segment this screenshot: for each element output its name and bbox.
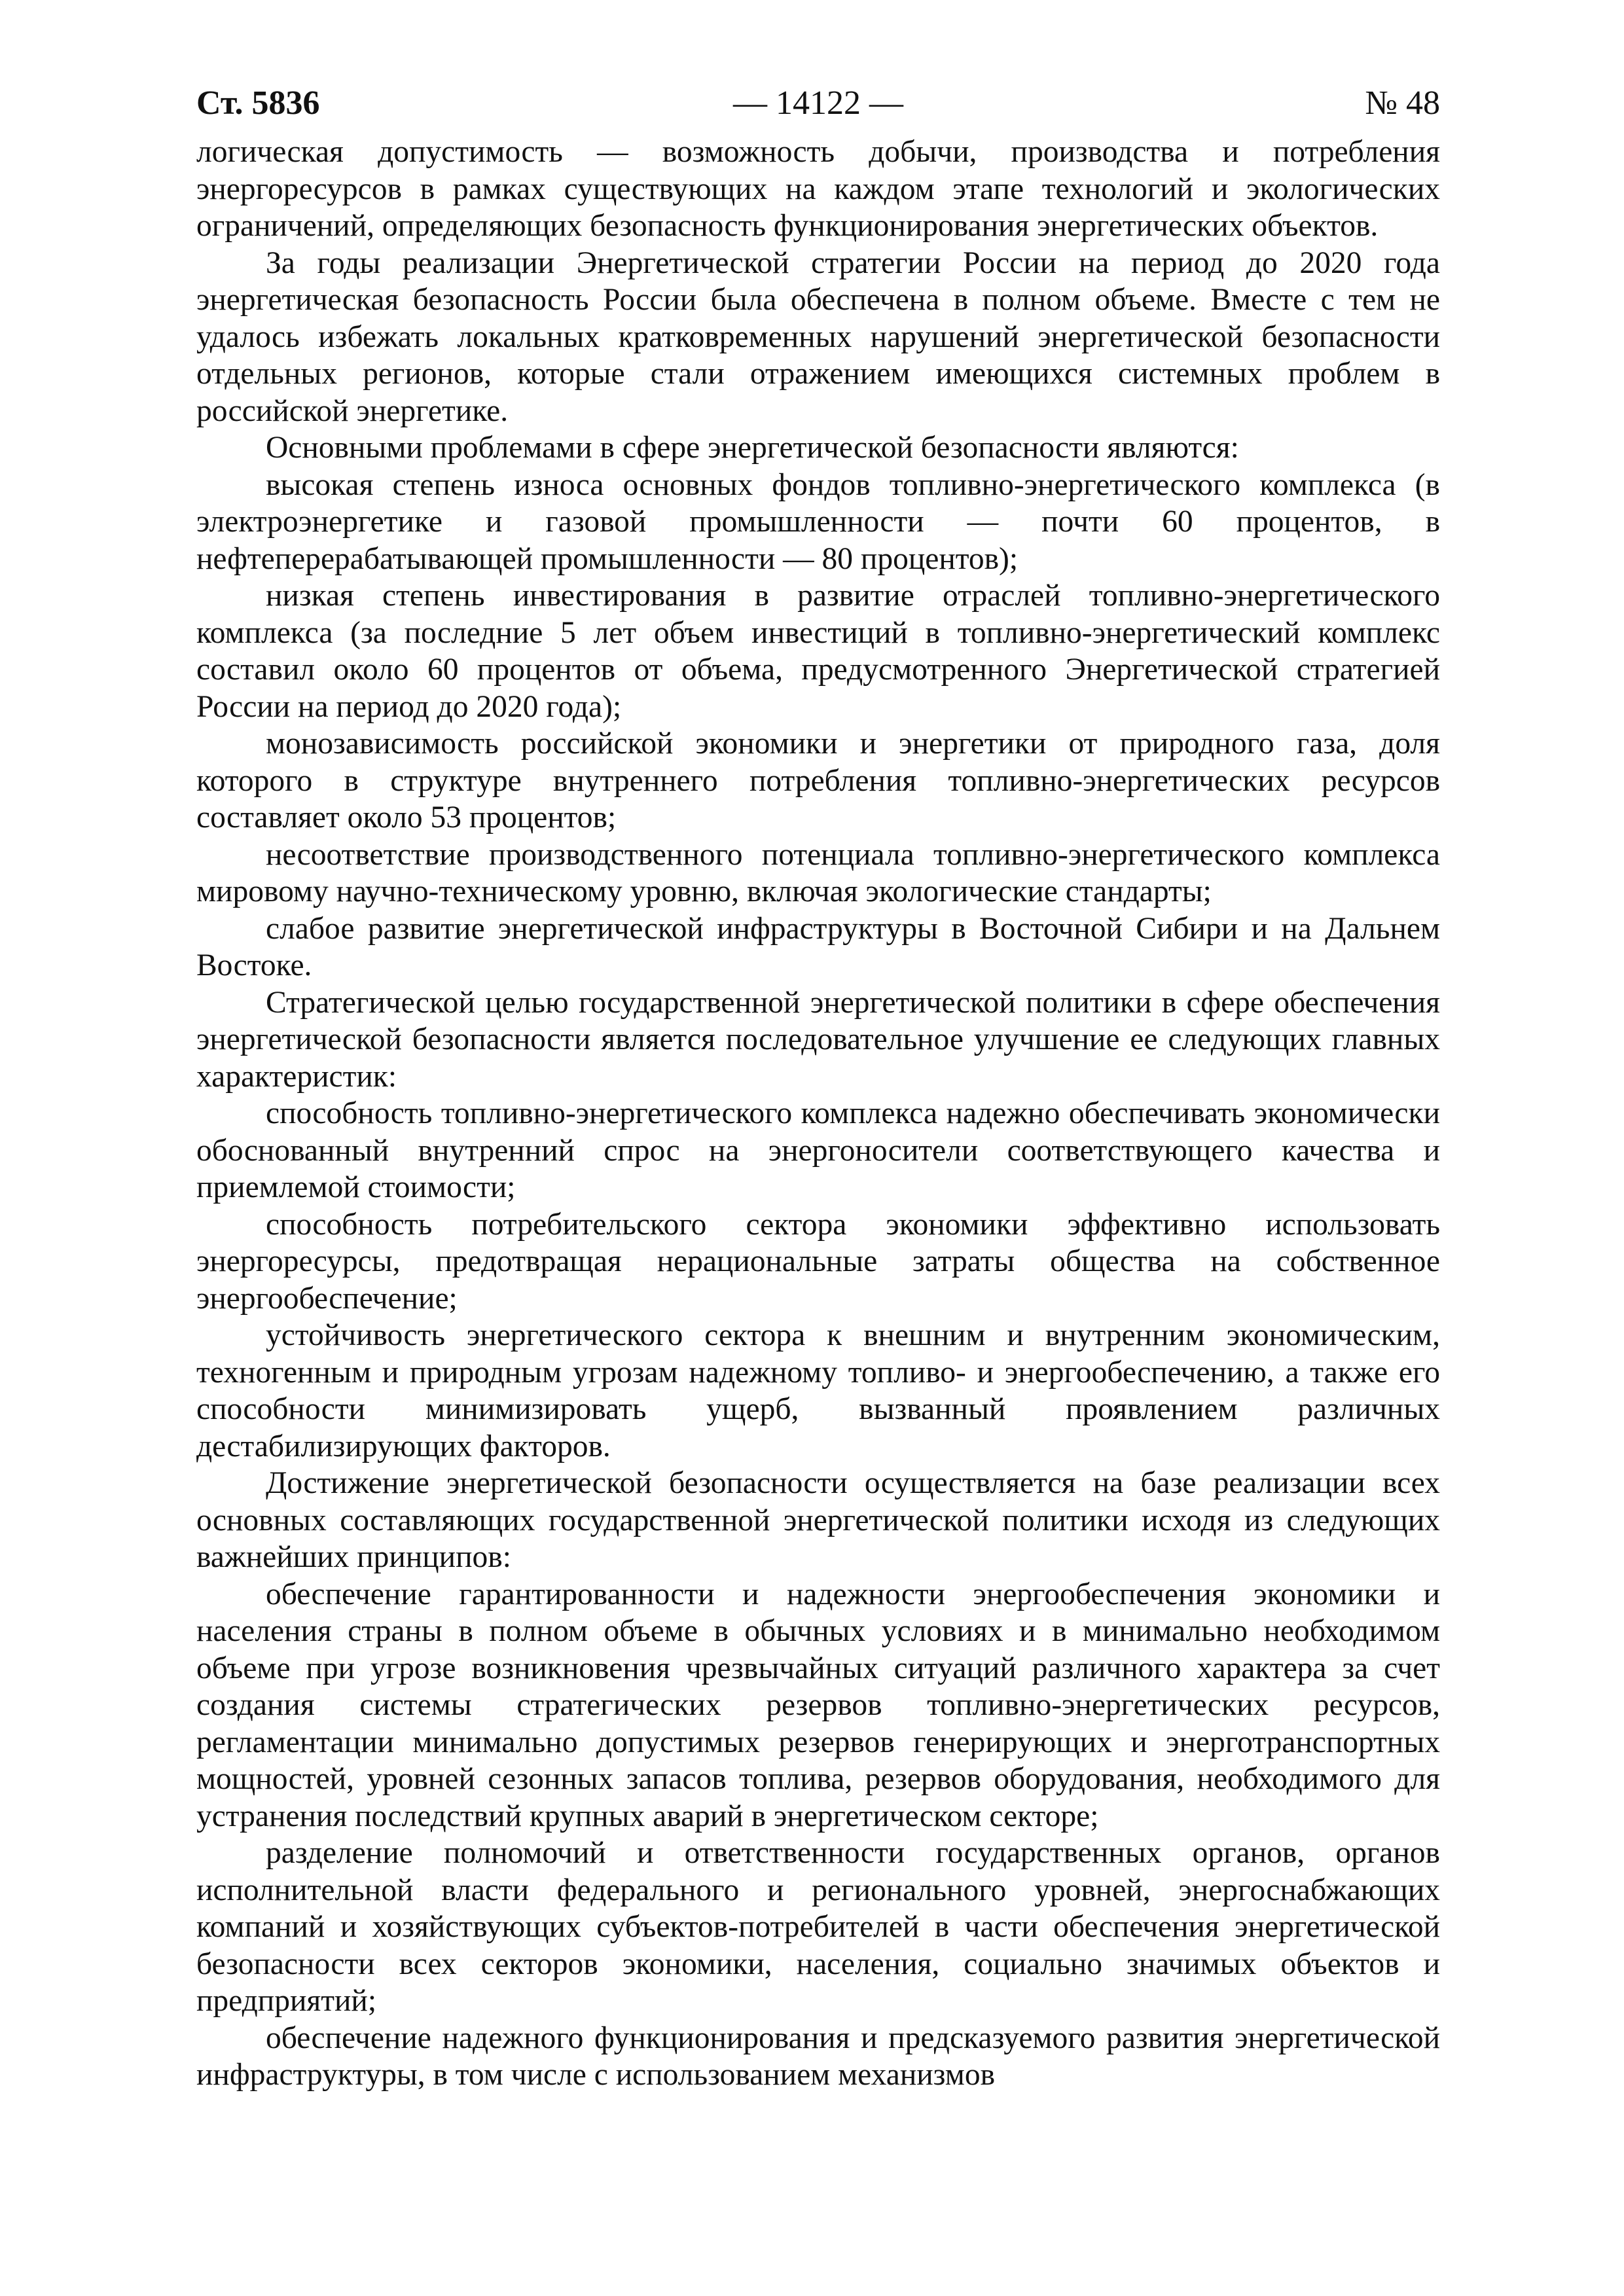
list-item: обеспечение гарантированности и надежности энергообеспечения экономики и населения страны в полном объеме в обычных условиях и в минимально необходимом объеме при угрозе возникновения чрезвычайных ситуаций различного характера за счет создания системы стратегических резервов топливно-энергетических ресурсов, регламентации минимально допустимых резервов генерирующих и энерготранспортных мощностей, уровней сезонных запасов топлива, резервов оборудования, необходимого для устранения последствий крупных аварий в энергетическом секторе; (196, 1577, 1440, 1833)
list-item: низкая степень инвестирования в развитие отраслей топливно-энергетического комплекса (за последние 5 лет объем инвестиций в топливно-энергетический комплекс составил около 60 процентов от объема, предусмотренного Энергетической стратегией России на период до 2020 года); (196, 579, 1440, 724)
list-item: несоответствие производственного потенциала топливно-энергетического комплекса мировому научно-техническому уровню, включая экологические стандарты; (196, 837, 1440, 908)
document-page (196, 77, 1440, 2094)
paragraph: Основными проблемами в сфере энергетической безопасности являются: (266, 431, 1239, 465)
page-number: — 14122 — (733, 84, 903, 122)
paragraph: За годы реализации Энергетической стратегии России на период до 2020 года энергетическая безопасность России была обеспечена в полном объеме. Вместе с тем не удалось избежать локальных кратковременных нарушений энергетической безопасности отдельных регионов, которые стали отражением имеющихся системных проблем в российской энергетике. (196, 245, 1440, 428)
paragraph: Стратегической целью государственной энергетической политики в сфере обеспечения энергетической безопасности является последовательное улучшение ее следующих главных характеристик: (196, 985, 1440, 1094)
document-body (196, 134, 1440, 2094)
article-number: Ст. 5836 (196, 84, 320, 122)
list-item: слабое развитие энергетической инфраструктуры в Восточной Сибири и на Дальнем Востоке. (196, 911, 1440, 982)
list-item: способность потребительского сектора экономики эффективно использовать энергоресурсы, предотвращая нерациональные затраты общества на собственное энергообеспечение; (196, 1207, 1440, 1316)
list-item: устойчивость энергетического сектора к внешним и внутренним экономическим, техногенным и природным угрозам надежному топливо- и энергообеспечению, а также его способности минимизировать ущерб, вызванный проявлением различных дестабилизирующих факторов. (196, 1318, 1440, 1463)
paragraph: Достижение энергетической безопасности осуществляется на базе реализации всех основных составляющих государственной энергетической политики исходя из следующих важнейших принципов: (196, 1466, 1440, 1574)
list-item: способность топливно-энергетического комплекса надежно обеспечивать экономически обоснованный внутренний спрос на энергоносители соответствующего качества и приемлемой стоимости; (196, 1096, 1440, 1204)
issue-number: № 48 (1365, 84, 1440, 122)
page-header (196, 77, 1440, 130)
list-item: монозависимость российской экономики и энергетики от природного газа, доля которого в структуре внутреннего потребления топливно-энергетических ресурсов составляет около 53 процентов; (196, 726, 1440, 834)
list-item: высокая степень износа основных фондов топливно-энергетического комплекса (в электроэнергетике и газовой промышленности — почти 60 процентов, в нефтеперерабатывающей промышленности — 80 процентов); (196, 467, 1440, 576)
list-item: обеспечение надежного функционирования и предсказуемого развития энергетической инфраструктуры, в том числе с использованием механизмов (196, 2020, 1440, 2092)
paragraph: логическая допустимость — возможность добычи, производства и потребления энергоресурсов в рамках существующих на каждом этапе технологий и экологических ограничений, определяющих безопасность функционирования энергетических объектов. (196, 135, 1440, 243)
list-item: разделение полномочий и ответственности государственных органов, органов исполнительной власти федерального и регионального уровней, энергоснабжающих компаний и хозяйствующих субъектов-потребителей в части обеспечения энергетической безопасности всех секторов экономики, населения, социально значимых объектов и предприятий; (196, 1836, 1440, 2018)
